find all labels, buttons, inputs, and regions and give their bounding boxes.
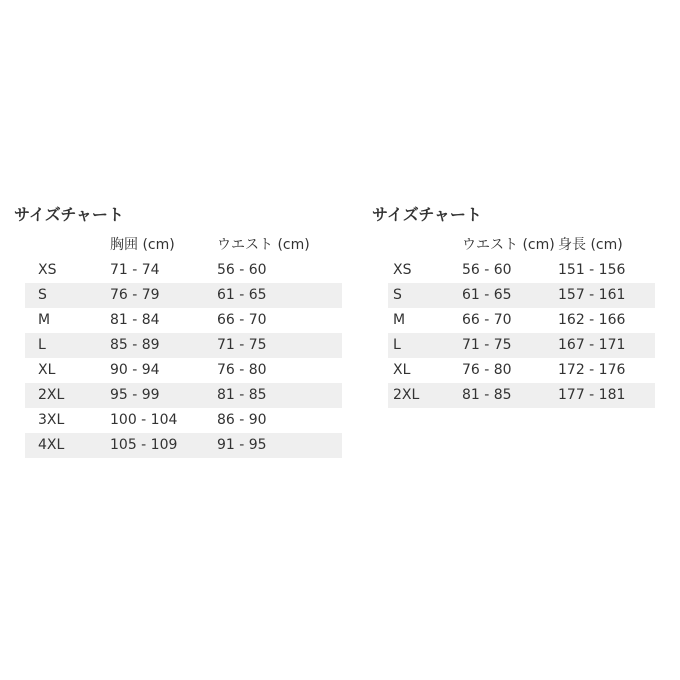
chest-value-cell: 71 - 74 (110, 262, 160, 278)
height-column-header: 身長 (cm) (558, 237, 623, 253)
size-label-cell: XL (38, 362, 56, 378)
table-row (388, 358, 655, 383)
size-label-cell: L (25, 333, 110, 358)
waist-value-cell: 66 - 70 (217, 312, 267, 328)
size-label-cell: M (38, 312, 51, 328)
table-row (25, 258, 342, 283)
size-label-cell: M (393, 312, 406, 328)
waist-value-cell: 56 - 60 (217, 262, 267, 278)
table-row (25, 408, 342, 433)
waist-value-cell: 81 - 85 (217, 383, 342, 408)
waist-value-cell: 61 - 65 (217, 283, 342, 308)
size-label-cell: 3XL (38, 412, 65, 428)
waist-column-header: ウエスト (cm) (462, 237, 555, 253)
height-value-cell: 151 - 156 (558, 262, 626, 278)
chest-value-cell: 100 - 104 (110, 412, 178, 428)
size-label-cell: 2XL (388, 383, 462, 408)
size-label-cell: S (388, 283, 462, 308)
size-chart-table-left (25, 233, 342, 458)
size-label-cell: 2XL (25, 383, 110, 408)
table-row (388, 308, 655, 333)
header-row (25, 233, 342, 258)
size-chart-title: サイズチャート (14, 205, 124, 224)
height-value-cell: 157 - 161 (558, 283, 655, 308)
chest-value-cell: 81 - 84 (110, 312, 160, 328)
size-column-header (25, 233, 110, 258)
waist-value-cell: 61 - 65 (462, 283, 558, 308)
chest-value-cell: 105 - 109 (110, 433, 217, 458)
height-value-cell: 172 - 176 (558, 362, 626, 378)
table-row (25, 308, 342, 333)
table-row (25, 333, 342, 358)
table-row (25, 383, 342, 408)
chest-value-cell: 95 - 99 (110, 383, 217, 408)
table-row (25, 433, 342, 458)
chest-value-cell: 76 - 79 (110, 283, 217, 308)
waist-value-cell: 71 - 75 (462, 333, 558, 358)
size-label-cell: XL (393, 362, 411, 378)
waist-value-cell: 81 - 85 (462, 383, 558, 408)
size-label-cell: S (25, 283, 110, 308)
table-row (388, 283, 655, 308)
chest-value-cell: 85 - 89 (110, 333, 217, 358)
waist-value-cell: 76 - 80 (217, 362, 267, 378)
size-label-cell: 4XL (25, 433, 110, 458)
waist-value-cell: 76 - 80 (462, 362, 512, 378)
table-row (388, 258, 655, 283)
size-label-cell: XS (38, 262, 57, 278)
height-value-cell: 167 - 171 (558, 333, 655, 358)
height-value-cell: 162 - 166 (558, 312, 626, 328)
waist-value-cell: 86 - 90 (217, 412, 267, 428)
size-chart-title: サイズチャート (372, 205, 482, 224)
size-label-cell: XS (393, 262, 412, 278)
waist-value-cell: 71 - 75 (217, 333, 342, 358)
size-label-cell: L (388, 333, 462, 358)
table-row (25, 358, 342, 383)
waist-value-cell: 91 - 95 (217, 433, 342, 458)
chest-value-cell: 90 - 94 (110, 362, 160, 378)
size-chart-table-right (388, 233, 655, 408)
header-row (388, 233, 655, 258)
size-column-header (388, 233, 462, 258)
waist-column-header: ウエスト (cm) (217, 237, 310, 253)
height-value-cell: 177 - 181 (558, 383, 655, 408)
waist-value-cell: 66 - 70 (462, 312, 512, 328)
table-row (388, 383, 655, 408)
table-row (25, 283, 342, 308)
chest-column-header: 胸囲 (cm) (110, 237, 175, 253)
waist-value-cell: 56 - 60 (462, 262, 512, 278)
table-row (388, 333, 655, 358)
